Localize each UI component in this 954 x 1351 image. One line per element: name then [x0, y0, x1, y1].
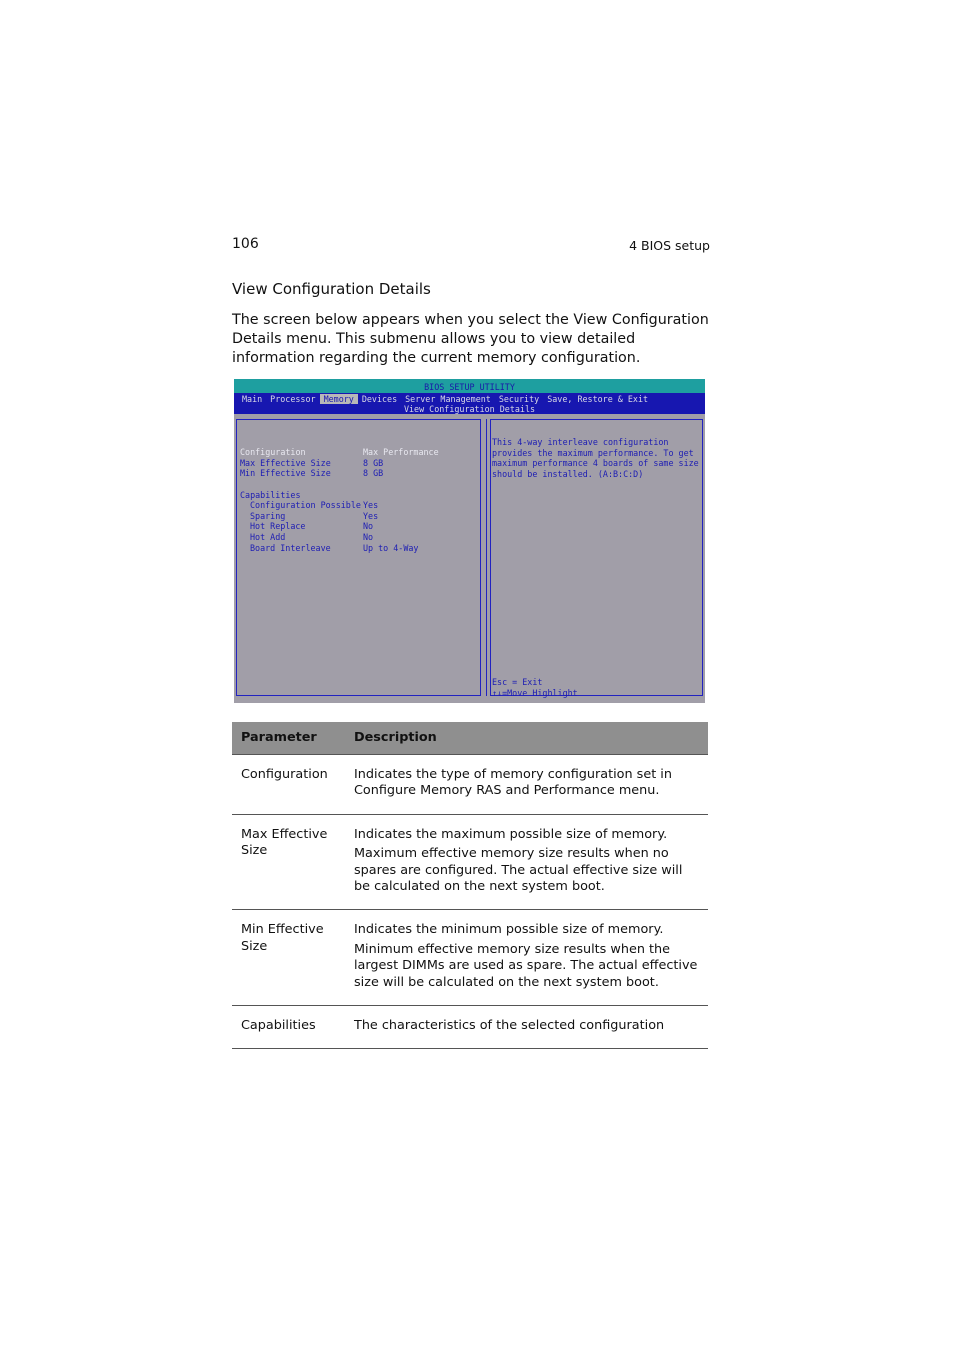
header-description: Description — [345, 722, 708, 755]
bios-value: 8 GB — [363, 458, 384, 468]
description-text: Minimum effective memory size results when the largest DIMMs are used as spare. The actual effective size will be calculated on the next system boot. — [354, 941, 698, 990]
bios-label: Sparing — [250, 511, 286, 521]
param-description — [345, 814, 708, 910]
bios-settings-pane — [236, 419, 481, 696]
parameter-table — [232, 722, 708, 1049]
bios-help-line: maximum performance 4 boards of same size — [492, 458, 699, 469]
page-number: 106 — [232, 236, 259, 252]
bios-help-line: should be installed. (A:B:C:D) — [492, 468, 644, 479]
bios-screenshot — [234, 379, 705, 703]
bios-value: No — [363, 521, 374, 531]
table-header-row — [232, 722, 708, 755]
bios-label: Min Effective Size — [240, 468, 331, 478]
bios-key-move: ↑↓=Move Highlight — [492, 687, 578, 698]
bios-key-help — [492, 677, 578, 698]
bios-label: Capabilities — [240, 490, 301, 500]
bios-menu-save-restore-exit[interactable]: Save, Restore & Exit — [547, 394, 649, 404]
param-description — [345, 755, 708, 815]
bios-pane-divider — [486, 419, 487, 696]
description-text: Maximum effective memory size results when no spares are configured. The actual effective size will be calculated on the next system boot. — [354, 846, 683, 895]
bios-help-pane — [490, 419, 703, 696]
bios-menu-memory[interactable]: Memory — [320, 394, 358, 404]
param-name: Max Effective Size — [232, 814, 345, 910]
bios-value: Up to 4-Way — [363, 543, 419, 553]
table-row — [232, 814, 708, 910]
bios-menu-server-management[interactable]: Server Management — [405, 394, 491, 404]
header-parameter: Parameter — [232, 722, 345, 755]
bios-label: Max Effective Size — [240, 458, 331, 468]
intro-paragraph: The screen below appears when you select the View Configuration Details menu. This submenu allows you to view detailed information regarding the current memory configuration. — [232, 312, 709, 366]
bios-value: Yes — [363, 511, 379, 521]
description-text: The characteristics of the selected configuration — [354, 1018, 665, 1034]
section-title: View Configuration Details — [232, 280, 431, 298]
param-description — [345, 910, 708, 1006]
bios-value: Yes — [363, 500, 379, 510]
bios-menu-main[interactable]: Main — [242, 394, 263, 404]
table-row — [232, 910, 708, 1006]
bios-key-esc: Esc = Exit — [492, 677, 543, 687]
chapter-label: 4 BIOS setup — [629, 238, 710, 253]
param-name: Min Effective Size — [232, 910, 345, 1006]
param-name: Configuration — [232, 755, 345, 815]
table-row — [232, 1006, 708, 1049]
bios-title-bar: BIOS SETUP UTILITY — [234, 379, 705, 393]
description-text: Indicates the maximum possible size of memory. — [354, 826, 668, 842]
bios-menu-security[interactable]: Security — [498, 394, 540, 404]
description-text: Indicates the type of memory configuration set in Configure Memory RAS and Performance menu. — [354, 767, 672, 799]
table-row — [232, 755, 708, 815]
bios-label: Board Interleave — [250, 543, 331, 553]
bios-subtitle: View Configuration Details — [403, 404, 536, 414]
param-description — [345, 1006, 708, 1049]
bios-menu-processor[interactable]: Processor — [270, 394, 316, 404]
bios-menu-bar — [234, 393, 705, 414]
bios-label: Hot Replace — [250, 521, 306, 531]
bios-value: Max Performance — [363, 447, 439, 457]
bios-label: Configuration — [240, 447, 306, 457]
bios-help-text — [492, 437, 702, 479]
bios-help-line: provides the maximum performance. To get — [492, 447, 694, 458]
bios-label: Configuration Possible — [250, 500, 361, 510]
bios-value: No — [363, 532, 374, 542]
param-name: Capabilities — [232, 1006, 345, 1049]
bios-help-line: This 4-way interleave configuration — [492, 437, 669, 447]
bios-label: Hot Add — [250, 532, 286, 542]
bios-menu-devices[interactable]: Devices — [361, 394, 398, 404]
description-text: Indicates the minimum possible size of memory. — [354, 922, 664, 938]
bios-value: 8 GB — [363, 468, 384, 478]
